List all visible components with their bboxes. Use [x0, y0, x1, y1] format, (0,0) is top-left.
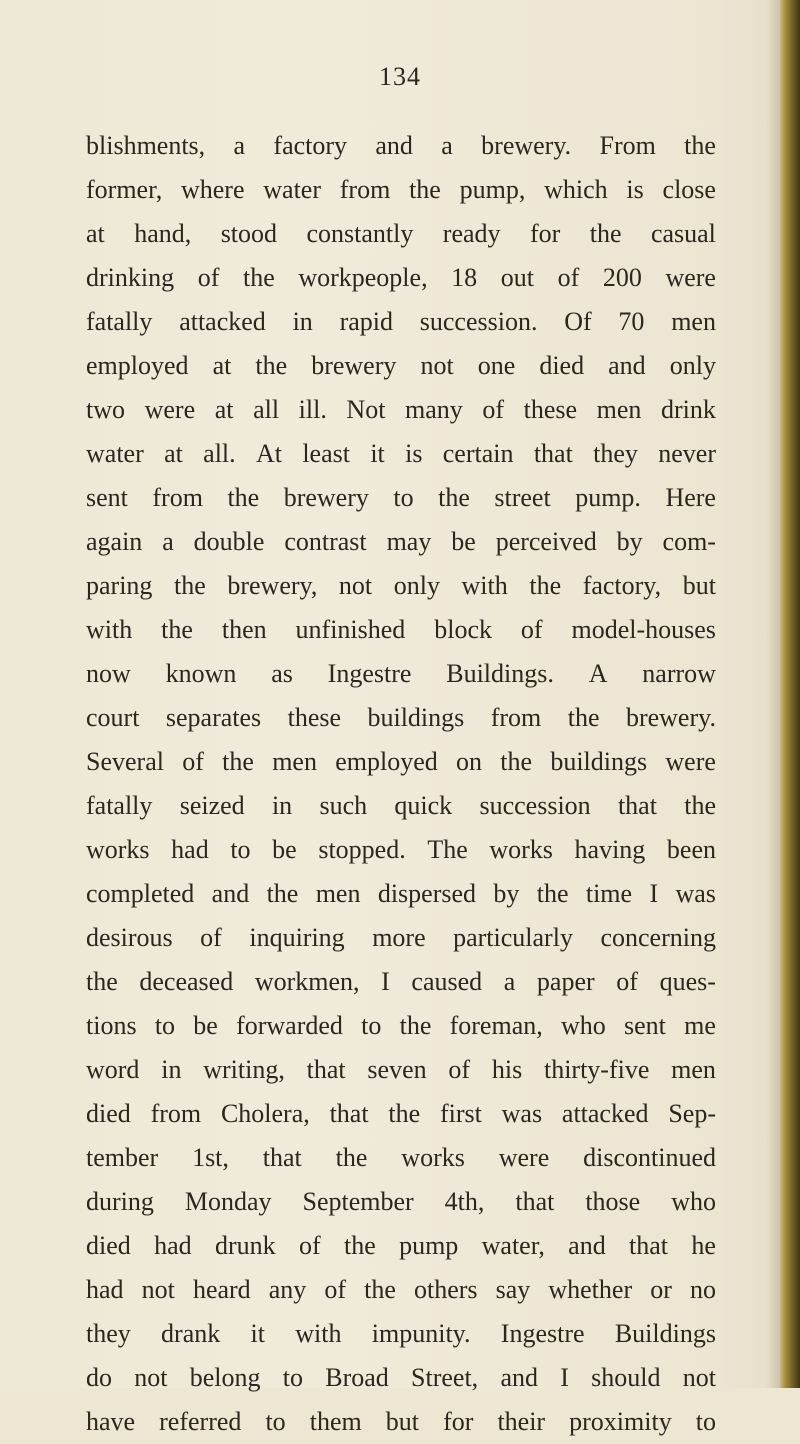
- text-line: the deceased workmen, I caused a paper of ques-: [86, 967, 716, 996]
- book-spine-edge: [780, 0, 800, 1388]
- text-line: water at all. At least it is certain that they never: [86, 439, 716, 468]
- text-line: fatally seized in such quick succession that the: [86, 791, 716, 820]
- text-line: again a double contrast may be perceived by com-: [86, 527, 716, 556]
- text-line: desirous of inquiring more particularly concerning: [86, 923, 716, 952]
- text-line: during Monday September 4th, that those who: [86, 1187, 716, 1216]
- text-line: two were at all ill. Not many of these men drink: [86, 395, 716, 424]
- text-line: with the then unfinished block of model-houses: [86, 615, 716, 644]
- text-line: employed at the brewery not one died and only: [86, 351, 716, 380]
- page-edge-shadow: [766, 0, 780, 1388]
- text-line: at hand, stood constantly ready for the casual: [86, 219, 716, 248]
- page-number: 134: [379, 62, 421, 91]
- text-line: court separates these buildings from the brewery.: [86, 703, 716, 732]
- text-line: word in writing, that seven of his thirty-five men: [86, 1055, 716, 1084]
- text-line: tions to be forwarded to the foreman, who sent me: [86, 1011, 716, 1040]
- text-line: drinking of the workpeople, 18 out of 200 were: [86, 263, 716, 292]
- text-line: have referred to them but for their proximity to: [86, 1407, 716, 1436]
- text-line: former, where water from the pump, which is close: [86, 175, 716, 204]
- text-line: now known as Ingestre Buildings. A narrow: [86, 659, 716, 688]
- text-line: Several of the men employed on the buildings were: [86, 747, 716, 776]
- text-line: completed and the men dispersed by the time I was: [86, 879, 716, 908]
- text-line: sent from the brewery to the street pump. Here: [86, 483, 716, 512]
- text-line: they drank it with impunity. Ingestre Buildings: [86, 1319, 716, 1348]
- text-line: tember 1st, that the works were discontinued: [86, 1143, 716, 1172]
- text-line: do not belong to Broad Street, and I should not: [86, 1363, 716, 1392]
- text-line: died from Cholera, that the first was attacked Sep-: [86, 1099, 716, 1128]
- text-line: fatally attacked in rapid succession. Of 70 men: [86, 307, 716, 336]
- text-line: works had to be stopped. The works having been: [86, 835, 716, 864]
- text-line: had not heard any of the others say whether or no: [86, 1275, 716, 1304]
- text-line: blishments, a factory and a brewery. From the: [86, 131, 716, 160]
- text-line: died had drunk of the pump water, and that he: [86, 1231, 716, 1260]
- text-line: paring the brewery, not only with the factory, but: [86, 571, 716, 600]
- body-text: [86, 124, 716, 1444]
